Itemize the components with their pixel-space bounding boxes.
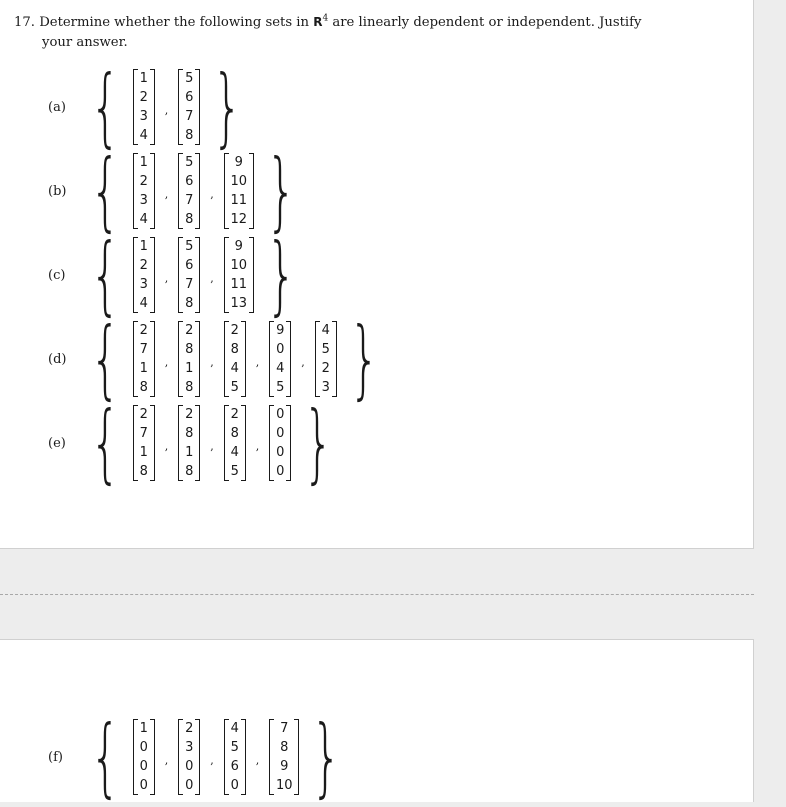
vector-entry: 11: [230, 193, 247, 208]
vector-entry: 4: [230, 361, 239, 376]
vector-entry: 0: [139, 778, 148, 793]
vector-entry: 2: [321, 361, 330, 376]
column-vector: [315, 321, 337, 397]
right-bracket: [150, 405, 155, 481]
vector-separator: ,: [255, 439, 260, 453]
vector-entry: 2: [230, 407, 239, 422]
column-vector: [133, 321, 155, 397]
right-bracket: [241, 321, 246, 397]
vector-entry: 9: [276, 323, 285, 338]
column-vector: [178, 405, 200, 481]
vector-entry: 8: [185, 464, 194, 479]
right-bracket: [195, 237, 200, 313]
vector-separator: ,: [255, 355, 260, 369]
close-brace: }: [266, 225, 297, 325]
vector-entry: 9: [234, 155, 243, 170]
vector-entry: 2: [185, 407, 194, 422]
vector-entry: 8: [185, 212, 194, 227]
problem-text-a: Determine whether the following sets in: [39, 15, 314, 30]
vector-entry: 4: [139, 128, 148, 143]
right-bracket: [294, 719, 299, 795]
vector-entry: 11: [230, 277, 247, 292]
right-bracket: [150, 719, 155, 795]
vector-entry: 5: [230, 464, 239, 479]
vector-entry: 10: [230, 258, 247, 273]
part-f: [48, 707, 354, 807]
vector-separator: ,: [210, 355, 214, 369]
open-brace: {: [90, 393, 121, 493]
close-brace: }: [266, 141, 297, 241]
vector-entry: 2: [139, 258, 148, 273]
vector-entry: 2: [139, 90, 148, 105]
column-vector: [178, 719, 200, 795]
problem-text-c: your answer.: [42, 35, 128, 50]
vector-entry: 7: [139, 342, 148, 357]
vector-entry: 1: [139, 445, 148, 460]
part-label: (e): [48, 435, 66, 451]
vector-entry: 2: [139, 174, 148, 189]
vector-entry: 5: [185, 155, 194, 170]
vector-entry: 0: [139, 759, 148, 774]
vector-entry: 2: [185, 323, 194, 338]
field-exponent: 4: [322, 13, 329, 24]
right-bracket: [286, 321, 291, 397]
vector-separator: ,: [210, 271, 214, 285]
close-brace: }: [212, 57, 243, 157]
vector-entry: 9: [280, 759, 289, 774]
column-vector: [133, 237, 155, 313]
part-label: (b): [48, 183, 67, 199]
right-bracket: [195, 719, 200, 795]
vector-entry: 7: [185, 109, 194, 124]
part-b: [48, 141, 308, 241]
column-vector: [178, 321, 200, 397]
vector-separator: ,: [164, 187, 169, 201]
vector-entry: 2: [139, 407, 148, 422]
vector-entry: 4: [230, 445, 239, 460]
right-bracket: [241, 405, 246, 481]
vector-entry: 7: [139, 426, 148, 441]
vector-entry: 8: [139, 380, 148, 395]
right-bracket: [249, 237, 254, 313]
vector-separator: ,: [164, 103, 169, 117]
vector-entry: 8: [139, 464, 148, 479]
problem-number: 17.: [14, 15, 35, 30]
vector-separator: ,: [164, 355, 169, 369]
vector-entry: 2: [185, 721, 194, 736]
right-bracket: [150, 153, 155, 229]
open-brace: {: [90, 225, 121, 325]
problem-text-b: are linearly dependent or independent. Justify: [328, 15, 642, 30]
column-vector: [224, 321, 246, 397]
right-bracket: [150, 69, 155, 145]
open-brace: {: [90, 57, 121, 157]
right-bracket: [241, 719, 246, 795]
vector-entry: 8: [185, 296, 194, 311]
vector-separator: ,: [255, 753, 260, 767]
vector-entry: 8: [185, 128, 194, 143]
right-bracket: [249, 153, 254, 229]
page-bottom: [0, 639, 754, 807]
vector-entry: 0: [276, 407, 285, 422]
vector-entry: 1: [139, 71, 148, 86]
vector-entry: 0: [185, 759, 194, 774]
part-e: [48, 393, 346, 493]
column-vector: [269, 719, 299, 795]
close-brace: }: [303, 393, 334, 493]
vector-entry: 0: [276, 445, 285, 460]
right-bracket: [195, 405, 200, 481]
vector-entry: 12: [230, 212, 247, 227]
vector-entry: 1: [139, 721, 148, 736]
right-bracket: [286, 405, 291, 481]
vector-entry: 3: [139, 109, 148, 124]
vector-entry: 4: [230, 721, 239, 736]
vector-entry: 6: [185, 174, 194, 189]
vector-entry: 8: [185, 342, 194, 357]
vector-entry: 0: [276, 342, 285, 357]
part-a: [48, 57, 255, 157]
vector-separator: ,: [164, 439, 169, 453]
page-break-divider: [0, 594, 754, 595]
vector-entry: 6: [230, 759, 239, 774]
vector-entry: 5: [230, 380, 239, 395]
column-vector: [178, 69, 200, 145]
close-brace: }: [311, 707, 342, 807]
column-vector: [224, 719, 246, 795]
column-vector: [178, 237, 200, 313]
vector-entry: 1: [185, 361, 194, 376]
vector-entry: 1: [139, 239, 148, 254]
part-label: (a): [48, 99, 66, 115]
vector-entry: 7: [185, 277, 194, 292]
vector-entry: 8: [185, 426, 194, 441]
column-vector: [224, 405, 246, 481]
vector-entry: 3: [139, 193, 148, 208]
right-bracket: [195, 69, 200, 145]
column-vector: [224, 237, 254, 313]
vector-entry: 7: [185, 193, 194, 208]
vector-entry: 0: [185, 778, 194, 793]
column-vector: [133, 153, 155, 229]
column-vector: [133, 405, 155, 481]
right-bracket: [195, 321, 200, 397]
vector-entry: 8: [230, 426, 239, 441]
vector-entry: 8: [185, 380, 194, 395]
vector-entry: 5: [321, 342, 330, 357]
part-c: [48, 225, 308, 325]
part-d: [48, 309, 391, 409]
column-vector: [269, 321, 291, 397]
vector-entry: 4: [321, 323, 330, 338]
vector-entry: 5: [276, 380, 285, 395]
open-brace: {: [90, 141, 121, 241]
vector-entry: 5: [230, 740, 239, 755]
field-symbol: R: [313, 15, 323, 29]
part-label: (f): [48, 749, 63, 765]
vector-entry: 5: [185, 71, 194, 86]
vector-entry: 0: [276, 426, 285, 441]
right-bracket: [150, 321, 155, 397]
vector-entry: 0: [276, 464, 285, 479]
column-vector: [178, 153, 200, 229]
vector-entry: 6: [185, 90, 194, 105]
vector-entry: 8: [280, 740, 289, 755]
open-brace: {: [90, 309, 121, 409]
vector-separator: ,: [210, 439, 214, 453]
vector-separator: ,: [301, 355, 305, 369]
vector-entry: 7: [280, 721, 289, 736]
open-brace: {: [90, 707, 121, 807]
vector-entry: 8: [230, 342, 239, 357]
vector-separator: ,: [210, 187, 214, 201]
vector-entry: 3: [139, 277, 148, 292]
part-label: (d): [48, 351, 67, 367]
vector-entry: 4: [139, 296, 148, 311]
vector-entry: 3: [321, 380, 330, 395]
vector-entry: 1: [139, 155, 148, 170]
close-brace: }: [349, 309, 380, 409]
column-vector: [133, 69, 155, 145]
vector-entry: 6: [185, 258, 194, 273]
vector-entry: 5: [185, 239, 194, 254]
vector-entry: 3: [185, 740, 194, 755]
vector-entry: 0: [139, 740, 148, 755]
vector-entry: 2: [230, 323, 239, 338]
vector-entry: 4: [276, 361, 285, 376]
vector-entry: 1: [139, 361, 148, 376]
vector-entry: 10: [275, 778, 293, 793]
vector-separator: ,: [164, 271, 169, 285]
vector-separator: ,: [210, 753, 214, 767]
right-bracket: [332, 321, 337, 397]
vector-entry: 9: [234, 239, 243, 254]
part-label: (c): [48, 267, 66, 283]
problem-statement: [14, 12, 704, 53]
right-bracket: [150, 237, 155, 313]
vector-entry: 0: [230, 778, 239, 793]
vector-entry: 13: [230, 296, 247, 311]
vector-entry: 2: [139, 323, 148, 338]
right-bracket: [195, 153, 200, 229]
column-vector: [269, 405, 291, 481]
vector-entry: 4: [139, 212, 148, 227]
vector-separator: ,: [164, 753, 169, 767]
column-vector: [224, 153, 254, 229]
right-margin: [754, 0, 786, 802]
column-vector: [133, 719, 155, 795]
vector-entry: 10: [230, 174, 247, 189]
vector-entry: 1: [185, 445, 194, 460]
